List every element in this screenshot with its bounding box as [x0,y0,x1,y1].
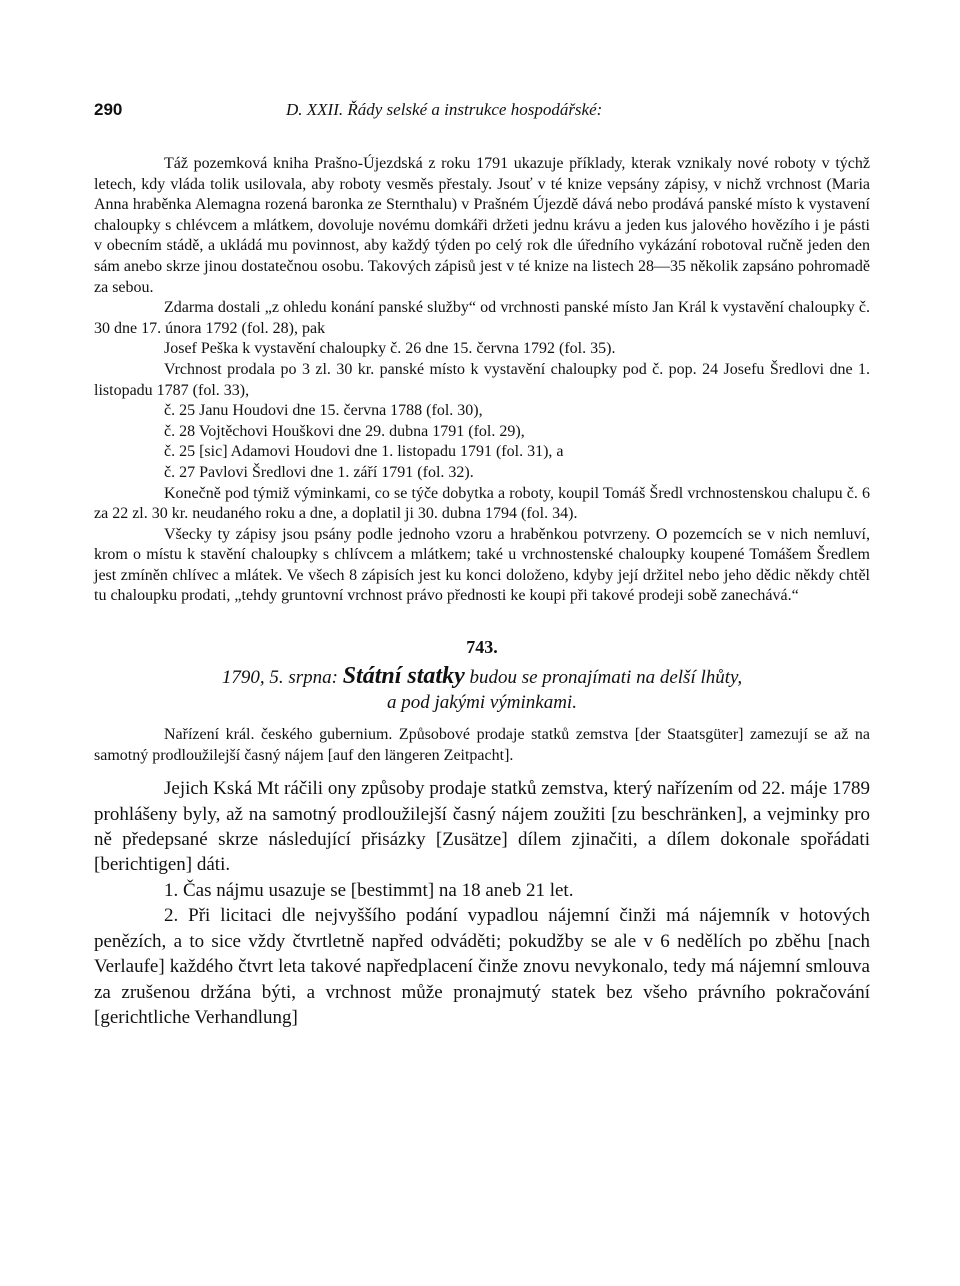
intro-paragraph: Nařízení král. českého gubernium. Způsobové prodaje statků zemstva [der Staatsgüter] zamezují se až na samotný prodloužilejší časný nájem [auf den längeren Zeitpacht]. [94,726,870,764]
paragraph: Konečně pod týmiž výminkami, co se týče dobytka a roboty, koupil Tomáš Šredl vrchnostenskou chalupu č. 6 za 22 zl. 30 kr. neudaného roku a dne, a doplatil ji 30. dubna 1794 (fol. 34). [94,484,870,523]
paragraph: Zdarma dostali „z ohledu konání panské služby“ od vrchnosti panské místo Jan Král k vystavění chaloupky č. 30 dne 17. února 1792 (fol. 28), pak [94,299,870,337]
document-title [94,664,870,715]
paragraph: č. 25 [sic] Adamovi Houdovi dne 1. listopadu 1791 (fol. 31), a [164,443,564,461]
page [94,100,870,1030]
document-body [94,776,870,1030]
section-text [94,154,870,607]
body-paragraph: 2. Při licitaci dle nejvyššího podání vypadlou nájemní činži má nájemník v hotových penězích, a to sice vždy čtvrtletně napřed odváděti; pokudžby se ale v 6 nedělích po zběhu [nach Verlaufe] každého čtvrt leta takové napředplacení činže znovu nevykonalo, tedy má nájemní smlouva za zrušenou držána býti, a vrchnost může pronajmutý statek bez všeho právního pokračování [gerichtliche Verhandlung] [94,905,870,1028]
body-paragraph: 1. Čas nájmu usazuje se [bestimmt] na 18 aneb 21 let. [164,879,574,901]
paragraph: Josef Peška k vystavění chaloupky č. 26 dne 15. června 1792 (fol. 35). [164,340,616,358]
page-header [94,100,870,124]
document-title-line2: a pod jakými výminkami. [387,692,577,714]
running-head: D. XXII. Řády selské a instrukce hospodářské: [286,100,603,119]
paragraph: č. 25 Janu Houdovi dne 15. června 1788 (fol. 30), [164,402,483,420]
document-intro [94,725,870,766]
paragraph: č. 27 Pavlovi Šredlovi dne 1. září 1791 (fol. 32). [164,463,474,481]
paragraph: Táž pozemková kniha Prašno-Újezdská z roku 1791 ukazuje příklady, kterak vznikaly nové roboty v týchž letech, kdy vláda tolik usilovala, aby roboty vesměs přestaly. Jsouť v té knize vepsány zápisy, v nichž vrchnost (Maria Anna hraběnka Alemagna rozená baronka ze Sternthalu) v Prašném Újezdě dává nebo prodává panské místo k vystavení chaloupky s chlévcem a mlátkem, dovoluje novému domkáři držeti jednu krávu a jeden kus jalového hovězího i je pásti v obecním stádě, a ukládá mu povinnost, aby každý týden po celý rok dle úředního vykázání robotoval ručně jeden den sám anebo skrze jinou dostatečnou osobu. Takových zápisů jest v té knize na listech 28—35 několik zapsáno pohromadě za sebou. [94,155,870,296]
paragraph: Vrchnost prodala po 3 zl. 30 kr. panské místo k vystavění chaloupky pod č. pop. 24 Josefu Šredlovi dne 1. listopadu 1787 (fol. 33), [94,360,870,399]
page-number: 290 [94,100,123,119]
paragraph: č. 28 Vojtěchovi Houškovi dne 29. dubna 1791 (fol. 29), [164,422,525,440]
document-number: 743. [466,637,498,658]
document-title-rest: budou se pronajímati na delší lhůty, [469,667,743,689]
body-paragraph: Jejich Kská Mt ráčili ony způsoby prodaje statků zemstva, který nařízením od 22. máje 1789 prohlášeny byly, až na samotný prodloužilejší časný nájem zoužiti [zu beschränken], a vejminky pro ně předepsané skrze následující přisázky [Zusätze] dílem zjinačiti, a dílem dokonale spořádati [berichtigen] dáti. [94,778,870,876]
paragraph: Všecky ty zápisy jsou psány podle jednoho vzoru a hraběnkou potvrzeny. O pozemcích se v nich nemluví, krom o místu k stavění chaloupky s chlívcem a mlátkem; také u vrchnostenské chaloupky koupené Tomášem Šredlem jest zmíněn chlívec a mlátek. Ve všech 8 zápisích jest ku konci doloženo, kdyby její držitel nebo jeho dědic někdy chtěl tu chaloupku prodati, „tehdy gruntovní vrchnost právo přednosti ke koupi při takové prodeji sobě zanechává.“ [94,525,870,605]
document-date: 1790, 5. srpna: [221,667,338,689]
document-title-emphasis: Státní statky [342,663,465,690]
